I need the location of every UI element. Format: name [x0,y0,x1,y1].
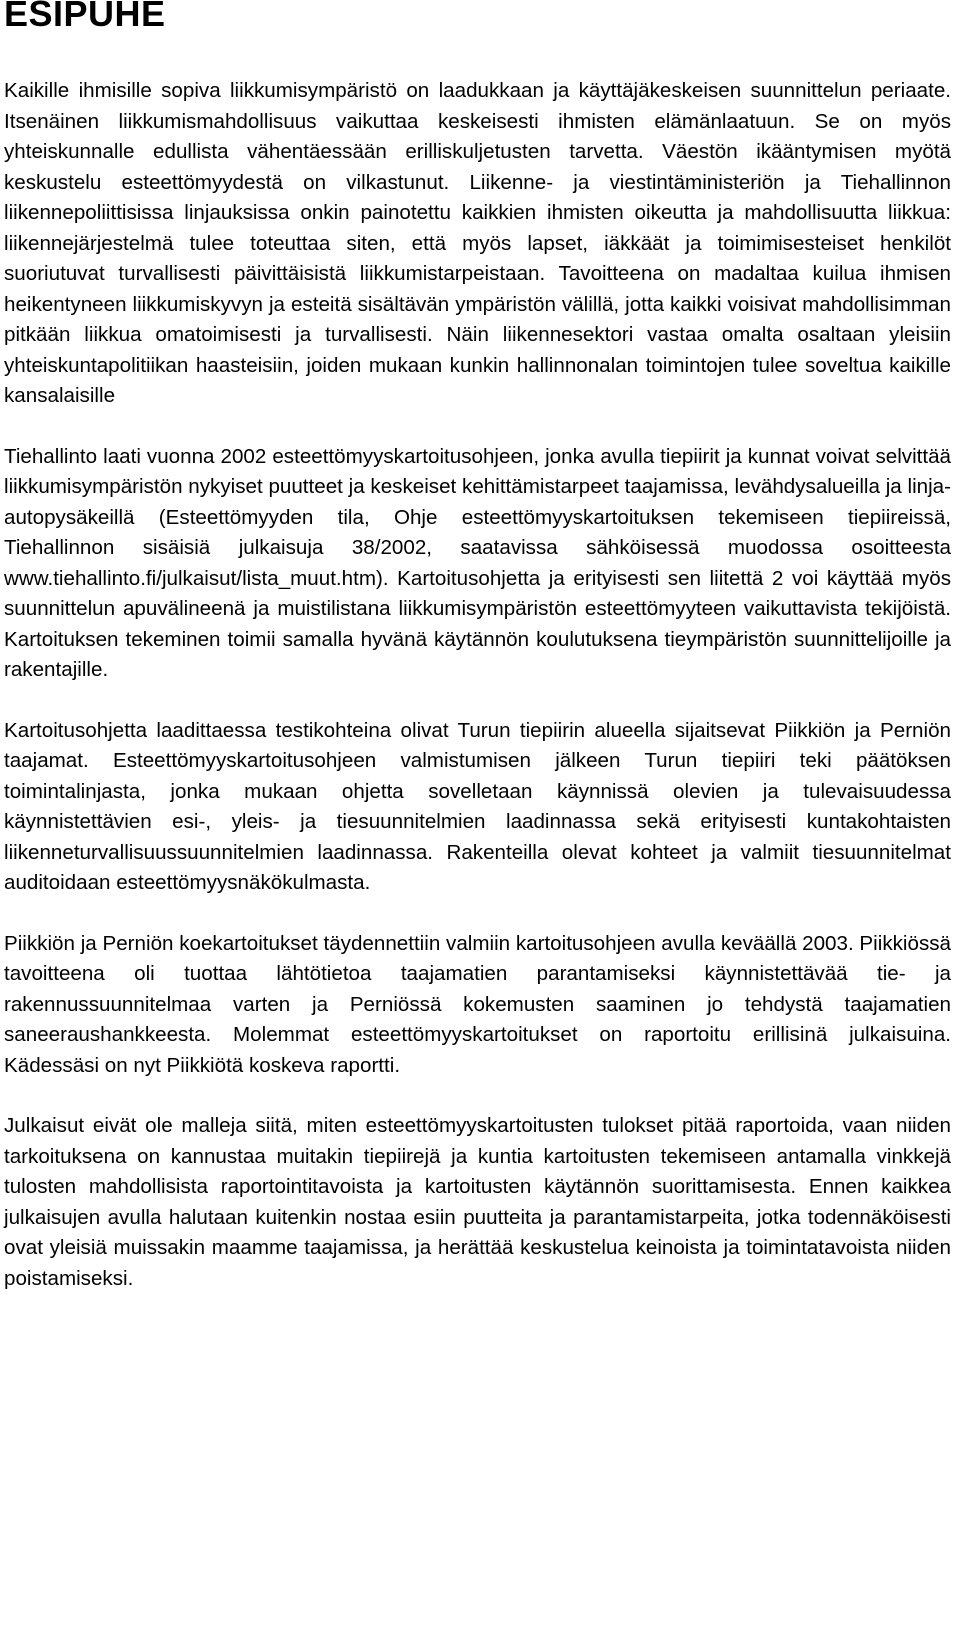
paragraph-5: Julkaisut eivät ole malleja siitä, miten esteettömyyskartoitusten tulokset pitää raportoida, vaan niiden tarkoituksena on kannustaa muitakin tiepiirejä ja kuntia kartoitusten tekemiseen antamalla vinkkejä tulosten mahdollisista raportointitavoista ja kartoitusten käytännön suorittamisesta. Ennen kaikkea julkaisujen avulla halutaan kuitenkin nostaa esiin puutteita ja parantamistarpeita, jotka todennäköisesti ovat yleisiä muissakin maamme taajamissa, ja herättää keskustelua keinoista ja toimintatavoista niiden poistamiseksi. [4,1114,951,1290]
paragraph-2: Tiehallinto laati vuonna 2002 esteettömyyskartoitusohjeen, jonka avulla tiepiirit ja kunnat voivat selvittää liikkumisympäristön nykyiset puutteet ja keskeiset kehittämistarpeet taajamissa, levähdysalueilla ja linja-autopysäkeillä (Esteettömyyden tila, Ohje esteettömyyskartoituksen tekemiseen tiepiireissä, Tiehallinnon sisäisiä julkaisuja 38/2002, saatavissa sähköisessä muodossa osoitteesta www.tiehallinto.fi/julkaisut/lista_muut.htm). Kartoitusohjetta ja erityisesti sen liitettä 2 voi käyttää myös suunnittelun apuvälineenä ja muistilistana liikkumisympäristön esteettömyyteen vaikuttavista tekijöistä. Kartoituksen tekeminen toimii samalla hyvänä käytännön koulutuksena tieympäristön suunnittelijoille ja rakentajille. [4,444,951,681]
paragraph-1: Kaikille ihmisille sopiva liikkumisympäristö on laadukkaan ja käyttäjäkeskeisen suunnittelun periaate. Itsenäinen liikkumismahdollisuus vaikuttaa keskeisesti ihmisten elämänlaatuun. Se on myös yhteiskunnalle edullista vähentäessään erilliskuljetusten tarvetta. Väestön ikääntymisen myötä keskustelu esteettömyydestä on vilkastunut. Liikenne- ja viestintäministeriön ja Tiehallinnon liikennepoliittisissa linjauksissa onkin painotettu kaikkien ihmisten oikeutta ja mahdollisuutta liikkua: liikennejärjestelmä tulee toteuttaa siten, että myös lapset, iäkkäät ja toimimisesteiset henkilöt suoriutuvat turvallisesti päivittäisistä liikkumistarpeistaan. Tavoitteena on madaltaa kuilua ihmisen heikentyneen liikkumiskyvyn ja esteitä sisältävän ympäristön välillä, jotta kaikki voisivat mahdollisimman pitkään liikkua omatoimisesti ja turvallisesti. Näin liikennesektori vastaa omalta osaltaan yleisiin yhteiskuntapolitiikan haasteisiin, joiden mukaan kunkin hallinnonalan toimintojen tulee soveltua kaikille kansalaisille [4,79,951,407]
paragraph-4: Piikkiön ja Perniön koekartoitukset täydennettiin valmiin kartoitusohjeen avulla keväällä 2003. Piikkiössä tavoitteena oli tuottaa lähtötietoa taajamatien parantamiseksi käynnistettävää tie- ja rakennussuunnitelmaa varten ja Perniössä kokemusten saaminen jo tehdystä taajamatien saneeraushankkeesta. Molemmat esteettömyyskartoitukset on raportoitu erillisinä julkaisuina. Kädessäsi on nyt Piikkiötä koskeva raportti. [4,931,951,1077]
paragraph-3: Kartoitusohjetta laadittaessa testikohteina olivat Turun tiepiirin alueella sijaitsevat Piikkiön ja Perniön taajamat. Esteettömyyskartoitusohjeen valmistumisen jälkeen Turun tiepiiri teki päätöksen toimintalinjasta, jonka mukaan ohjetta sovelletaan käynnissä olevien ja tulevaisuudessa käynnistettävien esi-, yleis- ja tiesuunnitelmien laadinnassa sekä erityisesti kuntakohtaisten liikenneturvallisuussuunnitelmien laadinnassa. Rakenteilla olevat kohteet ja valmiit tiesuunnitelmat auditoidaan esteettömyysnäkökulmasta. [4,718,951,894]
page-title: ESIPUHE [4,0,166,34]
body-text [4,76,951,1294]
